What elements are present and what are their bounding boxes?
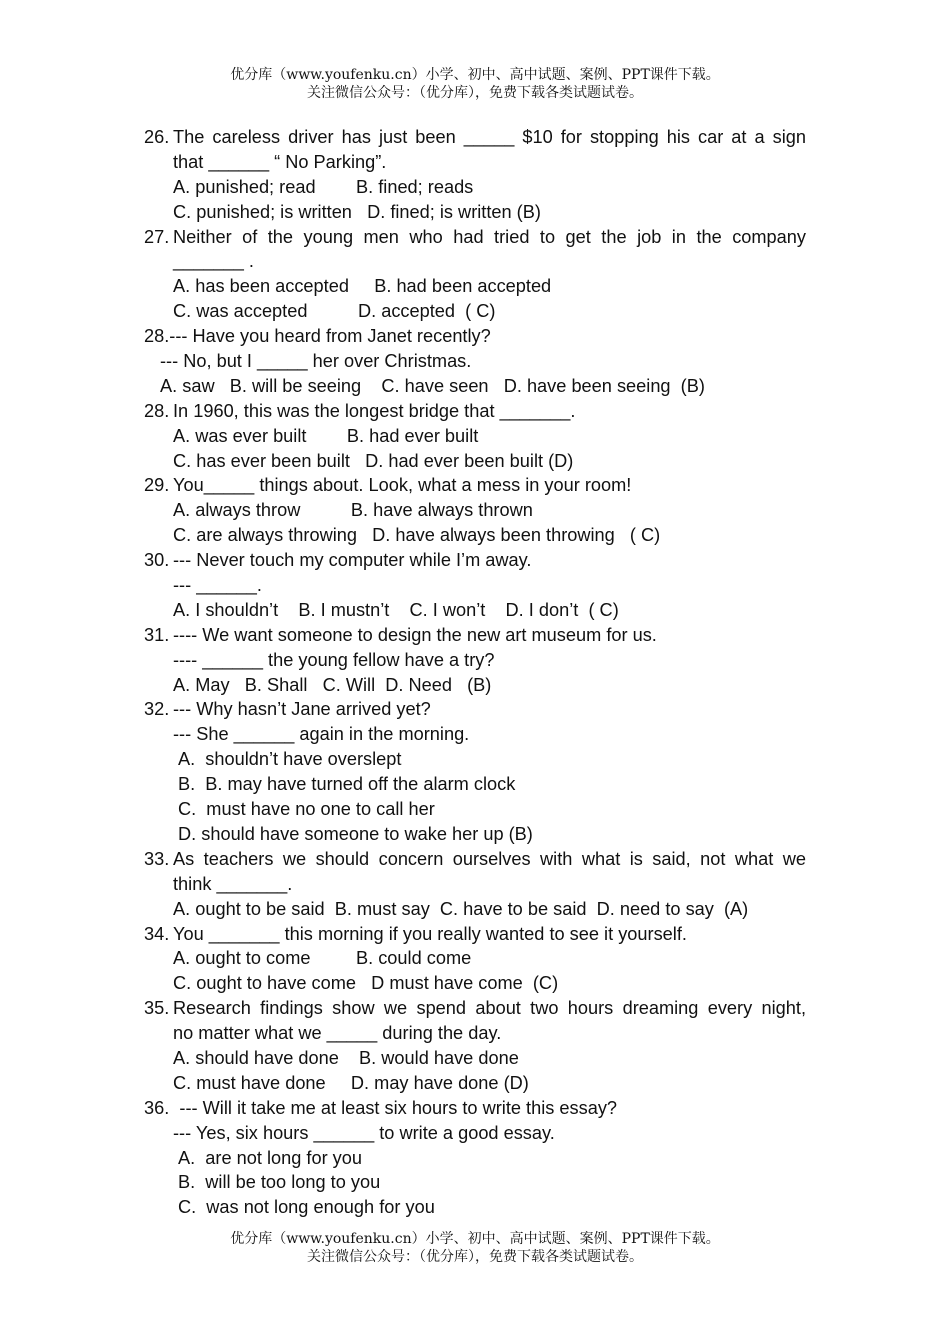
question-stem: You _______ this morning if you really wanted to see it yourself. — [173, 923, 687, 944]
answer-options: A. always throw B. have always thrown — [173, 500, 533, 521]
question-stem-cont: no matter what we _____ during the day. — [173, 1023, 502, 1044]
question-number: 27. — [144, 226, 170, 247]
question-stem-cont: think _______. — [173, 873, 293, 894]
question-28-dialogue: 28.--- Have you heard from Janet recently? — [144, 326, 491, 347]
question-stem-cont: --- She ______ again in the morning. — [173, 724, 470, 745]
answer-options: A. I shouldn’t B. I mustn’t C. I won’t D. I don’t ( C) — [173, 599, 619, 620]
question-stem-cont: --- No, but I _____ her over Christmas. — [160, 351, 472, 372]
question-number: 31. — [144, 624, 170, 645]
question-stem: --- Why hasn’t Jane arrived yet? — [173, 699, 431, 720]
question-stem: You_____ things about. Look, what a mess in your room! — [173, 475, 632, 496]
answer-option: B. B. may have turned off the alarm clock — [178, 774, 516, 795]
question-number: 34. — [144, 923, 170, 944]
question-stem-cont: _______ . — [173, 251, 254, 272]
question-stem: The careless driver has just been _____ $10 for stopping his car at a sign — [173, 127, 806, 147]
question-31 — [144, 623, 806, 648]
question-34 — [144, 922, 806, 947]
answer-option: B. will be too long to you — [178, 1172, 381, 1193]
answer-option: A. are not long for you — [178, 1147, 363, 1168]
answer-options: A. ought to be said B. must say C. have to be said D. need to say (A) — [173, 898, 749, 919]
answer-option: C. must have no one to call her — [178, 799, 435, 820]
question-stem: Neither of the young men who had tried to get the job in the company — [173, 226, 806, 247]
question-29 — [144, 473, 806, 498]
question-stem: --- Never touch my computer while I’m away. — [173, 550, 532, 571]
answer-options: A. should have done B. would have done — [173, 1047, 519, 1068]
question-32 — [144, 697, 806, 722]
question-number: 35. — [144, 998, 170, 1019]
question-36: 36. --- Will it take me at least six hours to write this essay? — [144, 1097, 618, 1118]
question-26 — [144, 125, 806, 150]
question-number: 28. — [144, 400, 170, 421]
answer-options: C. ought to have come D must have come (C) — [173, 973, 559, 994]
footer-line-1: 优分库（www.youfenku.cn）小学、初中、高中试题、案例、PPT课件下载。 — [230, 1231, 720, 1247]
header-line-2: 关注微信公众号：（优分库），免费下载各类试题试卷。 — [307, 85, 643, 101]
question-stem-cont: that ______ “ No Parking”. — [173, 151, 387, 172]
question-27 — [144, 225, 806, 250]
answer-options: C. are always throwing D. have always been throwing ( C) — [173, 525, 661, 546]
question-stem: In 1960, this was the longest bridge that _______. — [173, 400, 576, 421]
header-line-1: 优分库（www.youfenku.cn）小学、初中、高中试题、案例、PPT课件下载。 — [230, 67, 720, 83]
footer-line-2: 关注微信公众号：（优分库），免费下载各类试题试卷。 — [307, 1249, 643, 1265]
answer-option: A. shouldn’t have overslept — [178, 749, 402, 770]
page-header — [0, 66, 950, 102]
answer-option: D. should have someone to wake her up (B) — [178, 823, 533, 844]
answer-options: A. was ever built B. had ever built — [173, 425, 479, 446]
question-35 — [144, 996, 806, 1021]
answer-option: C. was not long enough for you — [178, 1197, 435, 1218]
question-stem: ---- We want someone to design the new art museum for us. — [173, 624, 657, 645]
question-stem-cont: ---- ______ the young fellow have a try? — [173, 649, 495, 670]
page-footer — [0, 1230, 950, 1266]
answer-options: A. May B. Shall C. Will D. Need (B) — [173, 674, 492, 695]
answer-options: A. ought to come B. could come — [173, 948, 472, 969]
answer-options: C. was accepted D. accepted ( C) — [173, 301, 496, 322]
question-28-bridge — [144, 399, 806, 424]
answer-options: C. has ever been built D. had ever been built (D) — [173, 450, 574, 471]
question-number: 33. — [144, 848, 170, 869]
question-number: 26. — [144, 127, 170, 147]
question-stem-cont: --- Yes, six hours ______ to write a good essay. — [173, 1122, 555, 1143]
answer-options: A. punished; read B. fined; reads — [173, 176, 474, 197]
question-number: 30. — [144, 550, 170, 571]
question-30 — [144, 548, 806, 573]
answer-options: A. has been accepted B. had been accepted — [173, 276, 552, 297]
answer-options: C. must have done D. may have done (D) — [173, 1072, 529, 1093]
answer-options: C. punished; is written D. fined; is written (B) — [173, 201, 541, 222]
answer-options: A. saw B. will be seeing C. have seen D. have been seeing (B) — [160, 375, 705, 396]
question-stem-cont: --- ______. — [173, 575, 262, 596]
question-stem: Research findings show we spend about two hours dreaming every night, — [173, 998, 806, 1019]
question-number: 32. — [144, 699, 170, 720]
question-number: 29. — [144, 475, 170, 496]
question-stem: As teachers we should concern ourselves with what is said, not what we — [173, 848, 806, 869]
question-list — [144, 125, 806, 1220]
question-33 — [144, 847, 806, 872]
